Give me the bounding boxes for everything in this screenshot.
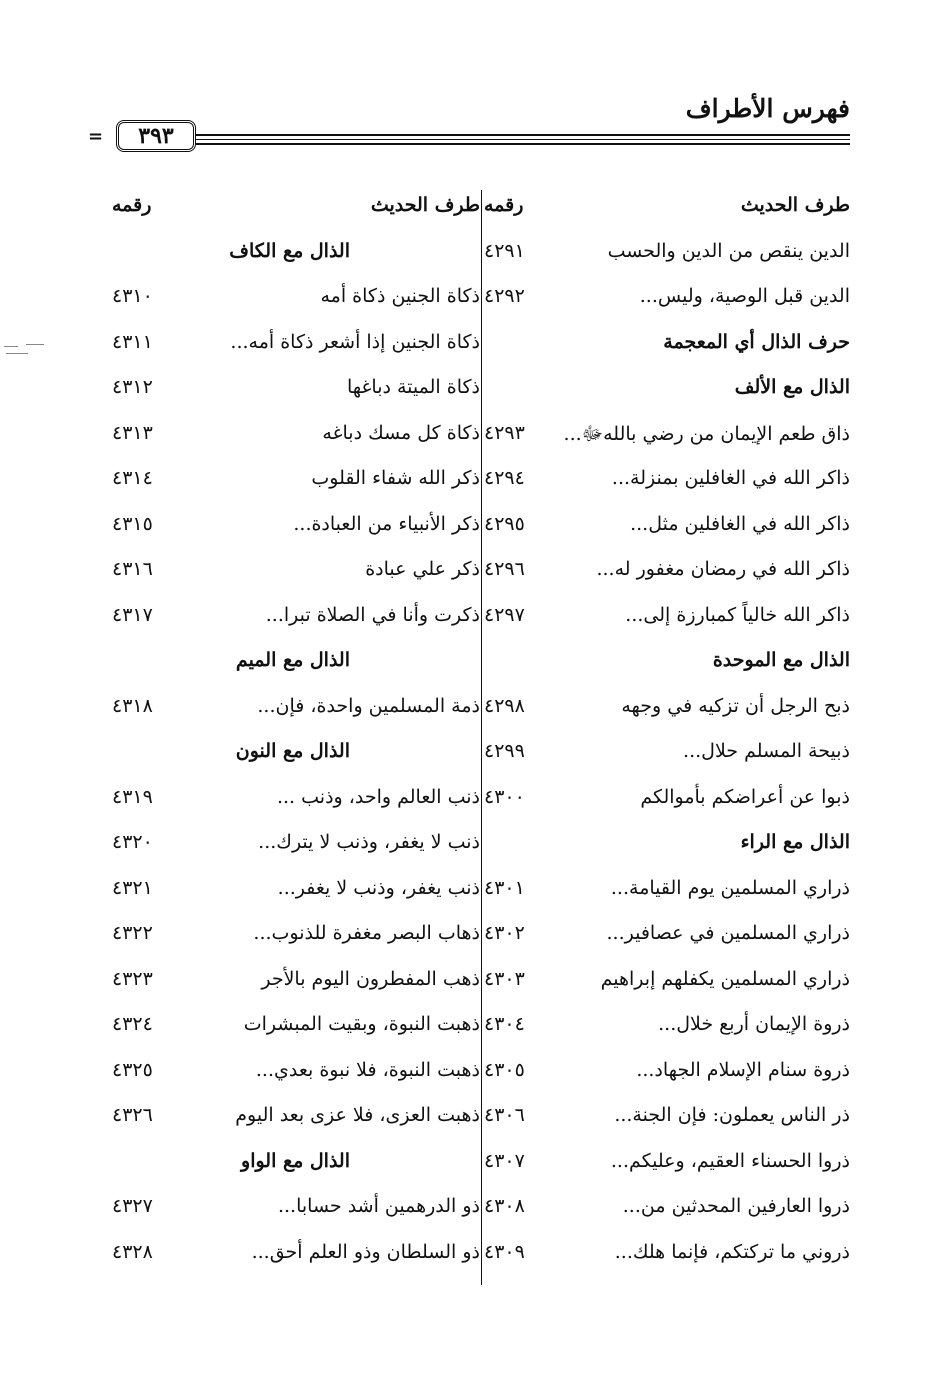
index-entry — [108, 687, 480, 733]
index-entry — [108, 778, 480, 824]
hadith-number: ٤٣١٧ — [112, 603, 153, 626]
hadith-number: ٤٣٠٢ — [484, 922, 525, 944]
hadith-number: ٤٢٩٨ — [484, 694, 525, 717]
section-title: الذال مع الراء — [740, 831, 850, 853]
hadith-text: ذكاة الجنين إذا أشعر ذكاة أمه... — [230, 330, 480, 353]
hadith-text: ذكاة الميتة دباغها — [346, 376, 480, 398]
index-entry — [470, 277, 850, 323]
index-entry — [108, 596, 480, 642]
hadith-text: ذكرت وأنا في الصلاة تبرا... — [265, 603, 480, 626]
hadith-text: ذكر الله شفاء القلوب — [311, 467, 480, 489]
section-title: الذال مع الواو — [241, 1149, 350, 1172]
hadith-header: طرف الحديث — [370, 194, 480, 216]
section-heading — [108, 1142, 480, 1188]
hadith-number: ٤٣٠٣ — [484, 967, 525, 990]
index-entry — [470, 596, 850, 642]
index-entry — [470, 1142, 850, 1188]
hadith-number: ٤٣٠٧ — [484, 1149, 525, 1172]
page-title: فهرس الأطراف — [685, 94, 850, 123]
hadith-text: ذروا الحسناء العقيم، وعليكم... — [610, 1149, 850, 1172]
index-entry — [108, 277, 480, 323]
column-header — [108, 186, 480, 232]
hadith-text: ذراري المسلمين يكفلهم إبراهيم — [600, 967, 850, 990]
index-entry — [470, 505, 850, 551]
hadith-number: ٤٢٩٤ — [484, 467, 525, 489]
section-heading — [108, 232, 480, 278]
hadith-text: ذو الدرهمين أشد حسابا... — [277, 1195, 480, 1217]
hadith-number: ٤٣٢٠ — [112, 831, 153, 853]
index-entry — [108, 823, 480, 869]
right-index-column — [470, 186, 850, 1278]
hadith-text: ذراري المسلمين يوم القيامة... — [610, 876, 850, 899]
section-title: الذال مع الكاف — [229, 239, 350, 262]
index-entry — [470, 1051, 850, 1097]
section-heading — [470, 323, 850, 369]
hadith-number: ٤٢٩٣ — [484, 421, 525, 444]
hadith-text: ذهاب البصر مغفرة للذنوب... — [253, 922, 480, 944]
hadith-number: ٤٣١٤ — [112, 467, 153, 489]
index-entry — [470, 232, 850, 278]
index-entry — [108, 1233, 480, 1279]
left-index-column — [108, 186, 480, 1278]
index-entry — [470, 687, 850, 733]
index-entry — [470, 1096, 850, 1142]
hadith-number: ٤٣١٢ — [112, 376, 153, 398]
hadith-text: ذو السلطان وذو العلم أحق... — [251, 1240, 480, 1263]
header-rule — [196, 139, 850, 140]
hadith-text: ذكر علي عبادة — [365, 558, 480, 580]
hadith-text: ذبح الرجل أن تزكيه في وجهه — [621, 694, 850, 717]
section-heading — [470, 823, 850, 869]
hadith-number: ٤٢٩٦ — [484, 558, 525, 580]
hadith-text: ذبيحة المسلم حلال... — [683, 740, 850, 762]
section-title: الذال مع الميم — [235, 649, 350, 671]
hadith-number: ٤٣١٨ — [112, 694, 153, 717]
hadith-text: ذاكر الله خالياً كمبارزة إلى... — [625, 603, 850, 626]
hadith-number: ٤٣٢١ — [112, 876, 153, 899]
index-entry — [108, 1051, 480, 1097]
header-rule — [196, 134, 850, 136]
hadith-number: ٤٣٠٠ — [484, 785, 525, 808]
section-heading — [108, 641, 480, 687]
header-rule — [196, 143, 850, 145]
index-entry — [470, 869, 850, 915]
hadith-number: ٤٣٢٧ — [112, 1195, 153, 1217]
index-entry — [108, 914, 480, 960]
hadith-text: ذهبت النبوة، وبقيت المبشرات — [243, 1013, 480, 1035]
hadith-text: ذنب لا يغفر، وذنب لا يترك... — [258, 831, 480, 853]
hadith-number: ٤٢٩٧ — [484, 603, 525, 626]
index-entry — [470, 914, 850, 960]
index-entry — [470, 459, 850, 505]
hadith-number: ٤٣٠٩ — [484, 1240, 525, 1263]
section-title: الذال مع النون — [235, 740, 350, 762]
section-title: حرف الذال أي المعجمة — [663, 330, 850, 353]
hadith-number: ٤٣٠٦ — [484, 1104, 525, 1126]
hadith-text: ذروة الإيمان أربع خلال... — [658, 1013, 850, 1035]
index-entry — [108, 960, 480, 1006]
hadith-number: ٤٣٢٢ — [112, 922, 153, 944]
index-entry — [108, 323, 480, 369]
hadith-text: ذاكر الله في الغافلين مثل... — [630, 512, 850, 535]
hadith-number: ٤٣٠٥ — [484, 1058, 525, 1081]
index-entry — [108, 1096, 480, 1142]
hadith-text: ذر الناس يعملون: فإن الجنة... — [614, 1104, 850, 1126]
margin-mark — [0, 344, 48, 356]
column-header — [470, 186, 850, 232]
index-entry — [108, 414, 480, 460]
page-number: ٣٩٣ — [116, 120, 196, 152]
index-entry — [108, 505, 480, 551]
hadith-number: ٤٣٢٨ — [112, 1240, 153, 1263]
index-entry — [108, 459, 480, 505]
hadith-number: ٤٣١٣ — [112, 421, 153, 444]
hadith-number: ٤٢٩٥ — [484, 512, 525, 535]
hadith-number: ٤٢٩٩ — [484, 740, 525, 762]
hadith-text: ذكاة كل مسك دباغه — [322, 421, 480, 444]
hadith-text: ذاكر الله في الغافلين بمنزلة... — [611, 467, 850, 489]
hadith-text: ذروا العارفين المحدثين من... — [622, 1195, 850, 1217]
hadith-number: ٤٣١١ — [112, 330, 153, 353]
section-title: الذال مع الألف — [734, 376, 850, 398]
hadith-number: ٤٣١٦ — [112, 558, 153, 580]
hadith-text: ذاق طعم الإيمان من رضي باللهﷻ... — [563, 422, 850, 445]
hadith-text: ذنب العالم واحد، وذنب ... — [276, 785, 480, 808]
hadith-header: طرف الحديث — [740, 194, 850, 216]
hadith-text: ذنب يغفر، وذنب لا يغفر... — [277, 876, 480, 899]
page-header — [88, 92, 850, 154]
hadith-number: ٤٣٢٦ — [112, 1104, 153, 1126]
index-entry — [470, 778, 850, 824]
index-entry — [108, 869, 480, 915]
hadith-number: ٤٣٢٣ — [112, 967, 153, 990]
hadith-number: ٤٢٩١ — [484, 239, 525, 262]
hadith-number: ٤٣٠٨ — [484, 1195, 525, 1217]
index-entry — [108, 1187, 480, 1233]
index-entry — [108, 1005, 480, 1051]
hadith-text: ذروة سنام الإسلام الجهاد... — [636, 1058, 850, 1081]
hadith-text: ذهبت العزى، فلا عزى بعد اليوم — [235, 1104, 480, 1126]
index-entry — [470, 732, 850, 778]
hadith-text: ذكاة الجنين ذكاة أمه — [320, 285, 480, 307]
index-entry — [470, 1233, 850, 1279]
hadith-number: ٤٣١٠ — [112, 285, 153, 307]
hadith-number: ٤٣١٩ — [112, 785, 153, 808]
hadith-number: ٤٣٠٤ — [484, 1013, 525, 1035]
hadith-number: ٤٣١٥ — [112, 512, 153, 535]
hadith-text: الدين ينقص من الدين والحسب — [607, 239, 850, 262]
index-entry — [108, 550, 480, 596]
hadith-number: ٤٣٢٤ — [112, 1013, 153, 1035]
hadith-text: ذمة المسلمين واحدة، فإن... — [257, 694, 480, 717]
index-entry — [108, 368, 480, 414]
index-entry — [470, 1005, 850, 1051]
section-heading — [470, 641, 850, 687]
hadith-text: ذهبت النبوة، فلا نبوة بعدي... — [255, 1058, 480, 1081]
header-lead-mark: = — [88, 126, 104, 147]
index-entry — [470, 414, 850, 460]
hadith-text: ذبوا عن أعراضكم بأموالكم — [640, 785, 850, 808]
number-header: رقمه — [112, 194, 152, 216]
hadith-text: ذكر الأنبياء من العبادة... — [293, 512, 480, 535]
number-header: رقمه — [484, 194, 524, 216]
section-heading — [108, 732, 480, 778]
hadith-text: ذهب المفطرون اليوم بالأجر — [261, 967, 480, 990]
hadith-text: ذاكر الله في رمضان مغفور له... — [596, 558, 850, 580]
section-title: الذال مع الموحدة — [712, 649, 850, 671]
index-entry — [470, 1187, 850, 1233]
hadith-text: الدين قبل الوصية، وليس... — [639, 285, 850, 307]
hadith-number: ٤٣٢٥ — [112, 1058, 153, 1081]
hadith-text: ذراري المسلمين في عصافير... — [606, 922, 850, 944]
section-heading — [470, 368, 850, 414]
hadith-number: ٤٣٠١ — [484, 876, 525, 899]
hadith-number: ٤٢٩٢ — [484, 285, 525, 307]
index-entry — [470, 960, 850, 1006]
hadith-text: ذروني ما تركتكم، فإنما هلك... — [614, 1240, 850, 1263]
index-entry — [470, 550, 850, 596]
